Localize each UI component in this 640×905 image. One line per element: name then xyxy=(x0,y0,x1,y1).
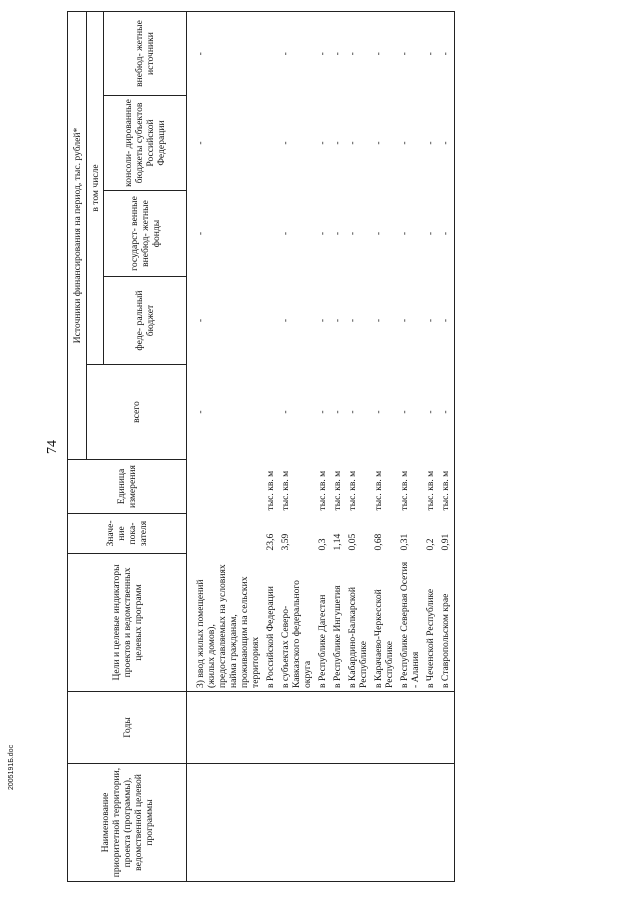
cell-name xyxy=(279,764,316,882)
cell-dash: - xyxy=(399,318,410,323)
table-row xyxy=(398,11,424,881)
cell-dash: - xyxy=(439,191,455,277)
cell-name xyxy=(398,764,424,882)
cell-value: 1,14 xyxy=(332,533,343,551)
cell-goal: в Республике Северная Осетия - Алания xyxy=(399,561,421,688)
header-total: всего xyxy=(87,365,187,460)
cell-dash: - xyxy=(399,231,410,236)
cell-years xyxy=(398,692,424,764)
cell-goal: в Карачаево-Черкесской Республике xyxy=(373,589,395,688)
cell-value: 0,68 xyxy=(373,533,384,551)
cell-unit: тыс. кв. м xyxy=(317,470,328,511)
cell-goal: в Республике Ингушетия xyxy=(332,585,343,688)
cell-years xyxy=(439,692,455,764)
header-federal: феде- ральный бюджет xyxy=(104,277,187,365)
table-row xyxy=(372,11,398,881)
cell-dash: - xyxy=(425,318,436,323)
header-value: Значе- ние пока- зателя xyxy=(68,514,187,554)
cell-unit: тыс. кв. м xyxy=(332,470,343,511)
cell-years xyxy=(279,692,316,764)
cell-dash: - xyxy=(424,11,439,95)
cell-dash: - xyxy=(280,318,291,323)
cell-years xyxy=(264,692,279,764)
cell-dash: - xyxy=(425,410,436,414)
cell-dash xyxy=(264,277,279,365)
cell-dash: - xyxy=(332,231,343,236)
cell-name xyxy=(346,764,372,882)
cell-goal: в Ставропольском крае xyxy=(439,554,455,692)
cell-goal: в Чеченской Республике xyxy=(425,588,436,688)
cell-dash: - xyxy=(332,410,343,414)
cell-dash: - xyxy=(439,96,455,191)
file-footer: 2005191Б.doc xyxy=(8,744,15,790)
cell-goal: 3) ввод жилых помещений (жилых домов), предоставляемых на условиях найма гражданам, проживающим на сельских территориях xyxy=(195,564,261,688)
cell-dash: - xyxy=(347,231,358,236)
cell-years xyxy=(331,692,346,764)
cell-value: 0,3 xyxy=(317,538,328,551)
cell-name xyxy=(424,764,439,882)
cell-value: 0,91 xyxy=(439,514,455,554)
cell-years xyxy=(372,692,398,764)
cell-unit: тыс. кв. м xyxy=(265,470,276,511)
cell-dash: - xyxy=(332,318,343,323)
cell-dash: - xyxy=(280,231,291,236)
cell-dash: - xyxy=(317,318,328,323)
table-row xyxy=(346,11,372,881)
cell-dash: - xyxy=(372,11,398,95)
cell-dash xyxy=(264,365,279,460)
table-row xyxy=(279,11,316,881)
cell-dash: - xyxy=(195,231,206,236)
table-body xyxy=(187,11,455,881)
cell-name xyxy=(187,764,265,882)
cell-dash: - xyxy=(279,11,316,95)
cell-goal: в субъектах Северо-Кавказского федерального округа xyxy=(280,580,313,688)
cell-years xyxy=(316,692,331,764)
cell-dash: - xyxy=(317,410,328,414)
cell-dash: - xyxy=(280,141,291,145)
cell-years xyxy=(187,692,265,764)
cell-dash: - xyxy=(347,410,358,414)
cell-goal: в Российской Федерации xyxy=(265,586,276,688)
cell-dash: - xyxy=(373,231,384,236)
cell-dash: - xyxy=(195,318,206,323)
cell-goal: в Кабардино-Балкарской Республике xyxy=(347,587,369,688)
cell-name xyxy=(372,764,398,882)
cell-name xyxy=(439,764,455,882)
cell-dash: - xyxy=(317,141,328,145)
cell-dash: - xyxy=(347,141,358,145)
table-row xyxy=(439,11,455,881)
cell-unit: тыс. кв. м xyxy=(373,470,384,511)
cell-dash: - xyxy=(195,141,206,145)
table-row xyxy=(264,11,279,881)
cell-dash: - xyxy=(280,410,291,414)
cell-value: 0,31 xyxy=(399,533,410,551)
cell-dash: - xyxy=(195,410,206,414)
header-goals: Цели и целевые индикаторы проектов и ведомственных целевых программ xyxy=(68,554,187,692)
header-state-funds: государст- венные внебюд- жетные фонды xyxy=(104,191,187,277)
cell-unit: тыс. кв. м xyxy=(425,470,436,511)
cell-value: 0,2 xyxy=(425,538,436,551)
cell-dash xyxy=(264,191,279,277)
header-extrabudget: внебюд- жетные источники xyxy=(104,11,187,95)
header-including: в том числе xyxy=(87,11,104,364)
cell-unit: тыс. кв. м xyxy=(399,470,410,511)
cell-dash: - xyxy=(439,365,455,460)
cell-dash: - xyxy=(439,277,455,365)
cell-dash: - xyxy=(425,231,436,236)
cell-dash: - xyxy=(425,141,436,145)
cell-dash: - xyxy=(331,11,346,95)
cell-years xyxy=(424,692,439,764)
table-row xyxy=(424,11,439,881)
table-row xyxy=(316,11,331,881)
cell-value: 0,05 xyxy=(347,533,358,551)
cell-dash xyxy=(264,96,279,191)
cell-unit xyxy=(187,460,265,514)
header-sources: Источники финансирования на период, тыс. рублей* xyxy=(68,11,87,459)
cell-name xyxy=(331,764,346,882)
header-years: Годы xyxy=(68,692,187,764)
cell-name xyxy=(264,764,279,882)
cell-value xyxy=(187,514,265,554)
cell-dash: - xyxy=(373,318,384,323)
cell-dash: - xyxy=(347,318,358,323)
cell-years xyxy=(346,692,372,764)
cell-dash xyxy=(264,11,279,95)
cell-dash: - xyxy=(187,11,265,95)
cell-unit: тыс. кв. м xyxy=(347,470,358,511)
cell-dash: - xyxy=(373,410,384,414)
financing-table xyxy=(67,11,455,882)
cell-dash: - xyxy=(439,11,455,95)
cell-dash: - xyxy=(399,410,410,414)
cell-value: 23,6 xyxy=(265,533,276,551)
cell-dash: - xyxy=(399,141,410,145)
cell-dash: - xyxy=(373,141,384,145)
table-row xyxy=(331,11,346,881)
cell-goal: в Республике Дагестан xyxy=(317,594,328,688)
table-row xyxy=(187,11,265,881)
cell-value: 3,59 xyxy=(280,533,291,551)
cell-dash: - xyxy=(317,231,328,236)
cell-unit: тыс. кв. м xyxy=(280,470,291,511)
header-regional: консоли- дированные бюджеты субъектов Российской Федерации xyxy=(104,96,187,191)
header-name: Наименование приоритетной территории, проекта (программы), ведомственной целевой программы xyxy=(68,764,187,882)
cell-unit: тыс. кв. м xyxy=(439,460,455,514)
header-unit: Единица измерения xyxy=(68,460,187,514)
cell-dash: - xyxy=(332,141,343,145)
rotated-document xyxy=(45,12,635,882)
cell-dash: - xyxy=(398,11,424,95)
page-number: 74 xyxy=(45,440,60,454)
cell-dash: - xyxy=(346,11,372,95)
cell-name xyxy=(316,764,331,882)
cell-dash: - xyxy=(316,11,331,95)
table-header xyxy=(68,11,187,881)
